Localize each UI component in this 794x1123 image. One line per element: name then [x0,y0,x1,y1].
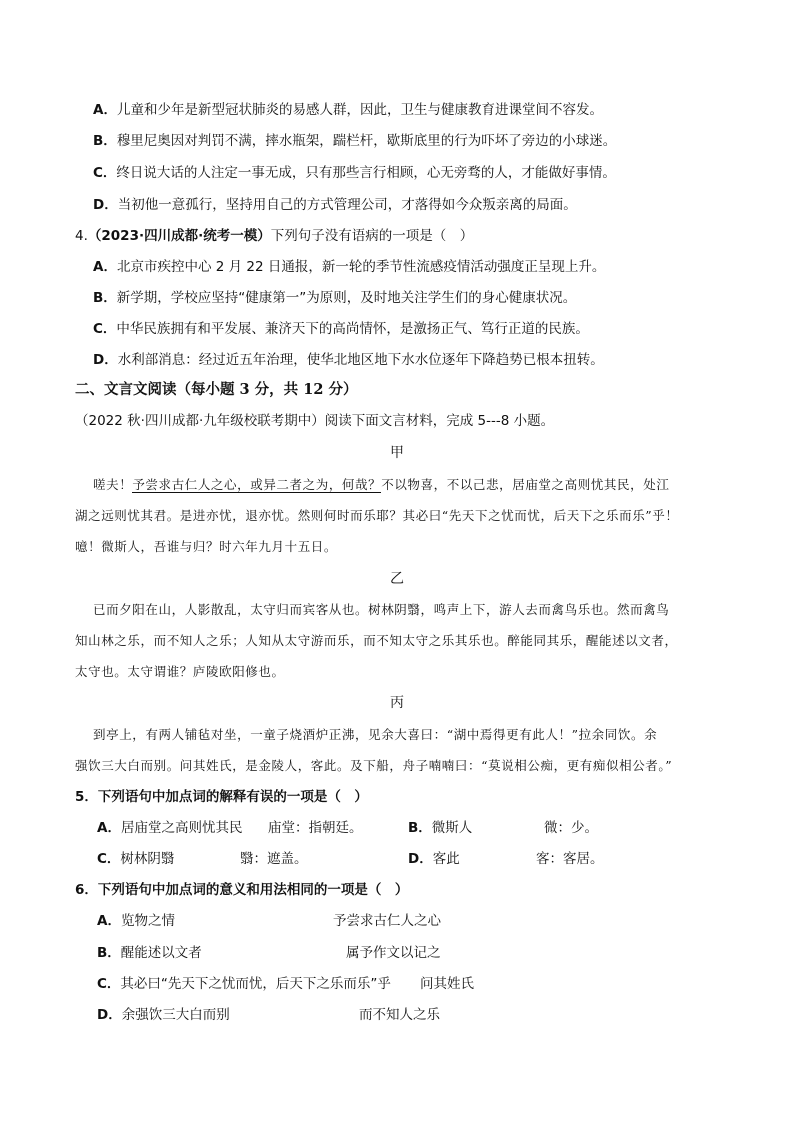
option-label: A． [97,913,121,929]
option-sentence: 树林阴翳 [120,851,175,867]
passage-text: 嗟夫！ [93,477,133,492]
q5-option-d [408,849,460,869]
q5-option-b-gloss: 微：少。 [544,820,598,836]
q3-option-d [93,195,577,215]
q6-option-b-right: 属予作文以记之 [346,945,441,961]
option-label: D． [93,352,118,368]
option-text: 水利部消息：经过近五年治理，使华北地区地下水水位逐年下降趋势已根本扭转。 [117,352,604,368]
q3-option-a [93,100,603,120]
q6-option-d [97,1005,230,1025]
option-label: A． [93,102,117,118]
option-label: C． [93,165,117,181]
option-left: 其必曰“先天下之忧而忧，后天下之乐而乐”乎 [120,976,391,992]
option-text: 北京市疾控中心 2 月 22 日通报，新一轮的季节性流感疫情活动强度正呈现上升。 [116,259,606,275]
q5-option-c [97,849,174,869]
question-number: 4. [75,228,88,244]
q4-option-d [93,350,604,370]
option-text: 中华民族拥有和平发展、兼济天下的高尚情怀，是激扬正气、笃行正道的民族。 [116,321,589,337]
passage-yi-line-3: 太守也。太守谓谁？庐陵欧阳修也。 [75,664,285,679]
passage-title-jia: 甲 [390,445,404,461]
q5-option-c-gloss: 翳：遮盖。 [240,851,308,867]
q5-option-a-gloss: 庙堂：指朝廷。 [268,820,363,836]
option-text: 穆里尼奥因对判罚不满，摔水瓶架，踹栏杆，歇斯底里的行为吓坏了旁边的小球迷。 [116,133,617,149]
q4-option-a [93,257,605,277]
option-label: B． [93,133,117,149]
section-heading: 二、文言文阅读（每小题 3 分，共 12 分） [75,381,358,398]
option-label: C． [97,976,121,992]
option-sentence: 居庙堂之高则忧其民 [120,820,243,836]
underlined-sentence: 予尝求古仁人之心，或异二者之为，何哉？ [132,477,382,492]
q6-option-b [97,943,202,963]
passage-jia-line-1 [93,475,669,495]
q5-option-b [408,818,472,838]
option-label: B． [408,820,432,836]
option-label: D． [93,197,118,213]
passage-yi-line-1: 已而夕阳在山，人影散乱，太守归而宾客从也。树林阴翳，鸣声上下，游人去而禽鸟乐也。然而禽鸟 [93,602,670,617]
q6-option-a [97,911,175,931]
option-text: 当初他一意孤行，坚持用自己的方式管理公司，才落得如今众叛亲离的局面。 [117,197,577,213]
q4-option-c [93,319,589,339]
option-sentence: 微斯人 [431,820,473,836]
option-left: 余强饮三大白而别 [121,1007,230,1023]
passage-title-bing: 丙 [390,695,404,711]
option-label: C． [93,321,117,337]
option-label: B． [97,945,121,961]
passage-jia-line-3: 噫！微斯人，吾谁与归？时六年九月十五日。 [75,539,338,554]
option-label: B． [93,290,117,306]
q5-option-d-gloss: 客：客居。 [536,851,604,867]
q4-stem [75,226,473,246]
option-text: 终日说大话的人注定一事无成，只有那些言行相顾，心无旁骛的人，才能做好事情。 [116,165,616,181]
passage-bing-line-1: 到亭上，有两人铺毡对坐，一童子烧酒炉正沸，见余大喜曰：“湖中焉得更有此人！”拉余同饮。余 [93,727,658,742]
q5-stem: 5．下列语句中加点词的解释有误的一项是（ ） [75,789,368,805]
q6-option-d-right: 而不知人之乐 [359,1007,440,1023]
q6-option-c [97,974,391,994]
question-source: （2023·四川成都·统考一模） [87,228,271,244]
option-left: 醒能述以文者 [120,945,202,961]
passage-text: 不以物喜，不以己悲，居庙堂之高则忧其民，处江 [381,477,670,492]
option-label: D． [97,1007,122,1023]
option-text: 儿童和少年是新型冠状肺炎的易感人群，因此，卫生与健康教育进课堂间不容发。 [116,102,603,118]
passage-bing-line-2: 强饮三大白而别。问其姓氏，是金陵人，客此。及下船，舟子喃喃曰：“莫说相公痴，更有痴似相公者。” [75,758,673,773]
q4-option-b [93,288,576,308]
option-label: A． [93,259,117,275]
option-label: A． [97,820,121,836]
passage-title-yi: 乙 [390,571,404,587]
q3-option-c [93,163,616,183]
q6-stem: 6．下列语句中加点词的意义和用法相同的一项是（ ） [75,882,409,898]
q6-option-a-right: 予尝求古仁人之心 [333,913,441,929]
q6-option-c-right: 问其姓氏 [420,976,474,992]
option-label: C． [97,851,121,867]
option-left: 览物之情 [120,913,175,929]
section-intro: （2022 秋·四川成都·九年级校联考期中）阅读下面文言材料，完成 5---8 小题。 [75,413,555,429]
option-sentence: 客此 [432,851,460,867]
option-label: D． [408,851,433,867]
question-stem: 下列句子没有语病的一项是（ ） [270,228,474,244]
q5-option-a [97,818,242,838]
option-text: 新学期，学校应坚持“健康第一”为原则，及时地关注学生们的身心健康状况。 [116,290,577,306]
passage-yi-line-2: 知山林之乐，而不知人之乐；人知从太守游而乐，而不知太守之乐其乐也。醉能同其乐，醒能述以文者， [75,633,678,648]
q3-option-b [93,131,616,151]
passage-jia-line-2: 湖之远则忧其君。是进亦忧，退亦忧。然则何时而乐耶？其必曰“先天下之忧而忧，后天下之乐而乐”乎！ [75,508,679,523]
